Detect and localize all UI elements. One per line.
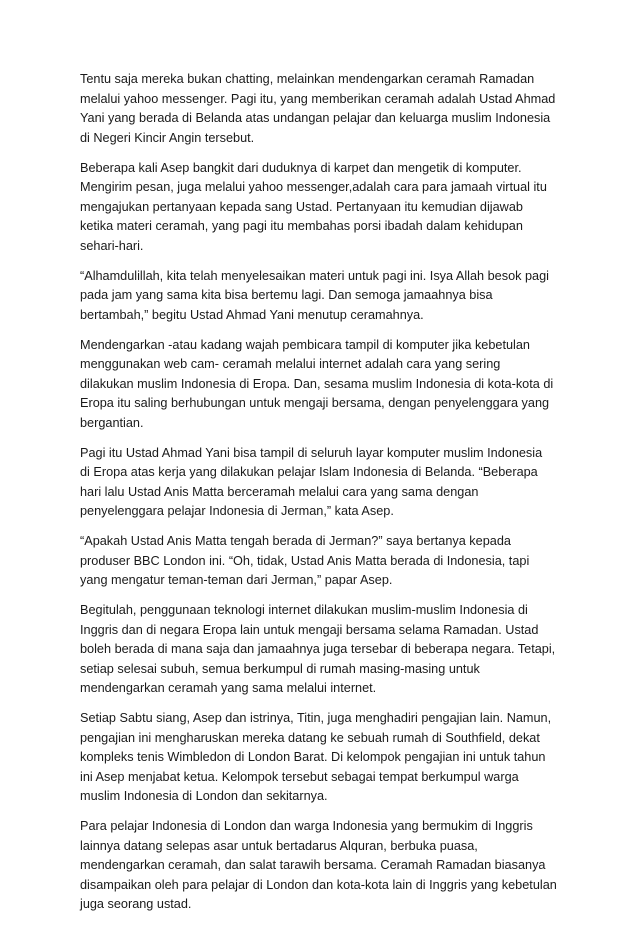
paragraph-5: Pagi itu Ustad Ahmad Yani bisa tampil di seluruh layar komputer muslim Indonesia di Eropa atas kerja yang dilakukan pelajar Islam Indonesia di Belanda. “Beberapa hari lalu Ustad Anis Matta berceramah melalui cara yang sama dengan penyelenggara pelajar Indonesia di Jerman,” kata Asep.	[80, 445, 543, 518]
paragraph-1: Tentu saja mereka bukan chatting, melainkan mendengarkan ceramah Ramadan melalui yahoo messenger. Pagi itu, yang memberikan ceramah adalah Ustad Ahmad Yani yang berada di Belanda atas undangan pelajar dan keluarga muslim Indonesia di Negeri Kincir Angin tersebut.	[80, 72, 556, 145]
paragraph-8: Setiap Sabtu siang, Asep dan istrinya, Titin, juga menghadiri pengajian lain. Namun, pengajian ini mengharuskan mereka datang ke sebuah rumah di Southfield, dekat kompleks tenis Wimbledon di London Barat. Di kelompok pengajian ini untuk tahun ini Asep menjabat ketua. Kelompok tersebut sebagai tempat berkumpul warga muslim Indonesia di London dan sekitarnya.	[80, 711, 552, 803]
paragraph-9: Para pelajar Indonesia di London dan warga Indonesia yang bermukim di Inggris lainnya datang selepas asar untuk bertadarus Alquran, berbuka puasa, mendengarkan ceramah, dan salat tarawih bersama. Ceramah Ramadan biasanya disampaikan oleh para pelajar di London dan kota-kota lain di Inggris yang kebetulan juga seorang ustad.	[80, 819, 557, 911]
paragraph-3: “Alhamdulillah, kita telah menyelesaikan materi untuk pagi ini. Isya Allah besok pagi pada jam yang sama kita bisa bertemu lagi. Dan semoga jamaahnya bisa bertambah,” begitu Ustad Ahmad Yani menutup ceramahnya.	[80, 268, 549, 322]
paragraph-6: “Apakah Ustad Anis Matta tengah berada di Jerman?” saya bertanya kepada produser BBC London ini. “Oh, tidak, Ustad Anis Matta berada di Indonesia, tapi yang mengatur teman-teman dari Jerman,” papar Asep.	[80, 534, 530, 587]
document-page	[80, 70, 564, 925]
paragraph-2: Beberapa kali Asep bangkit dari duduknya di karpet dan mengetik di komputer. Mengirim pesan, juga melalui yahoo messenger,adalah cara para jamaah virtual itu mengajukan pertanyaan kepada sang Ustad. Pertanyaan itu kemudian dijawab ketika materi ceramah, yang pagi itu membahas porsi ibadah dalam kehidupan sehari-hari.	[80, 160, 547, 253]
paragraph-4: Mendengarkan -atau kadang wajah pembicara tampil di komputer jika kebetulan menggunakan web cam- ceramah melalui internet adalah cara yang sering dilakukan muslim Indonesia di Eropa. Dan, sesama muslim Indonesia di kota-kota di Eropa itu saling berhubungan untuk mengaji bersama, dengan penyelenggara yang bergantian.	[80, 337, 554, 430]
paragraph-7: Begitulah, penggunaan teknologi internet dilakukan muslim-muslim Indonesia di Inggris dan di negara Eropa lain untuk mengaji bersama selama Ramadan. Ustad boleh berada di mana saja dan jamaahnya juga tersebar di beberapa negara. Tetapi, setiap selesai subuh, semua berkumpul di rumah masing-masing untuk mendengarkan ceramah yang sama melalui internet.	[80, 603, 556, 695]
